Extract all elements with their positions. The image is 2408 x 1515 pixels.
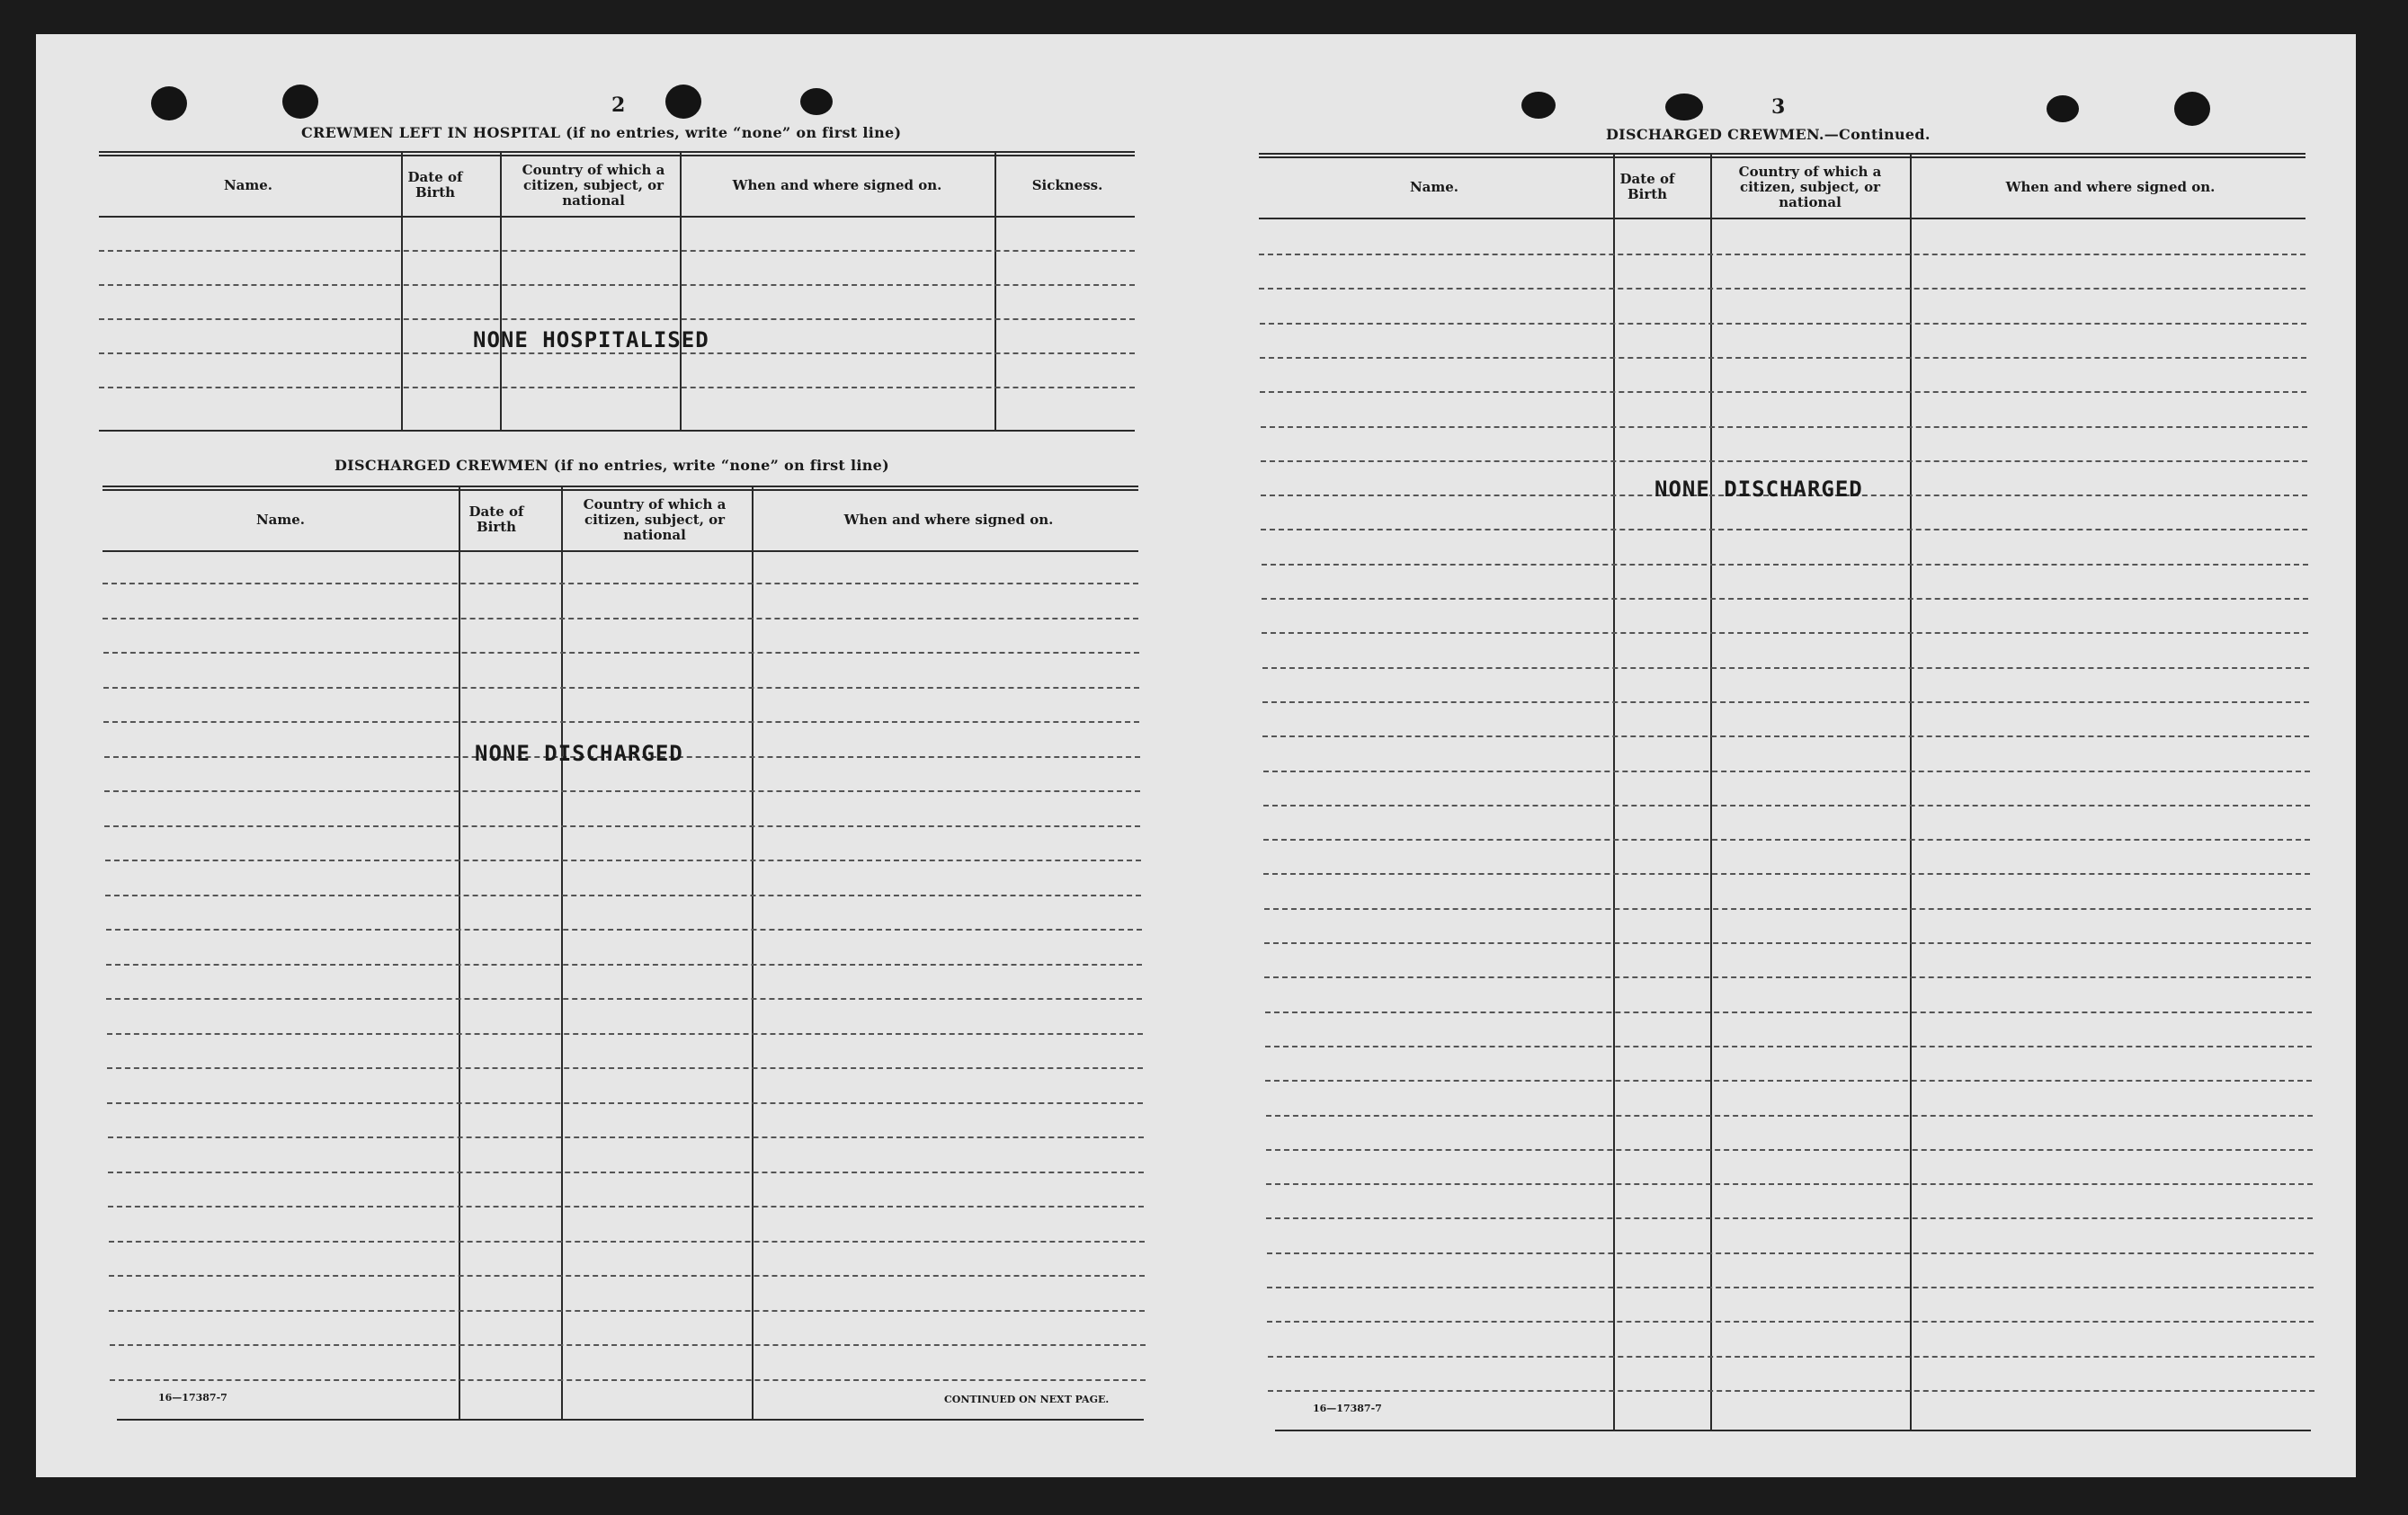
table-top-rule bbox=[103, 486, 1138, 491]
entry-line bbox=[103, 652, 1139, 654]
discharged-continued-entry-text: NONE DISCHARGED bbox=[1654, 477, 1863, 502]
discharged-continued-title: DISCHARGED CREWMEN.—Continued. bbox=[1606, 126, 1931, 143]
entry-line bbox=[1260, 357, 2306, 359]
entry-line bbox=[1266, 1115, 2313, 1117]
column-header-date-of-birth: Date of Birth bbox=[468, 504, 524, 535]
entry-line bbox=[107, 1067, 1143, 1069]
entry-line bbox=[1259, 288, 2305, 290]
entry-line bbox=[103, 583, 1138, 584]
column-header-signed-on: When and where signed on. bbox=[2005, 178, 2216, 195]
entry-line bbox=[1267, 1287, 2314, 1288]
entry-line bbox=[109, 1241, 1145, 1243]
column-divider bbox=[459, 487, 460, 1419]
header-bottom-rule bbox=[1259, 218, 2305, 219]
form-number: 16—17387-7 bbox=[1313, 1403, 1382, 1414]
column-divider bbox=[1613, 155, 1615, 1430]
entry-line bbox=[1263, 805, 2310, 807]
entry-line bbox=[104, 790, 1140, 792]
continued-note: CONTINUED ON NEXT PAGE. bbox=[944, 1394, 1110, 1405]
entry-line bbox=[1264, 942, 2311, 944]
column-divider bbox=[1910, 155, 1912, 1430]
entry-line bbox=[99, 352, 1135, 354]
entry-line bbox=[1261, 460, 2307, 462]
column-divider bbox=[500, 153, 502, 432]
entry-line bbox=[105, 895, 1141, 896]
document-sheet bbox=[36, 34, 2356, 1477]
page-number-right: 3 bbox=[1771, 95, 1786, 119]
table-bottom-rule bbox=[1275, 1430, 2311, 1431]
column-header-country: Country of which a citizen, subject, or national bbox=[522, 161, 665, 209]
entry-line bbox=[109, 1275, 1145, 1277]
entry-line bbox=[108, 1206, 1144, 1208]
entry-line bbox=[99, 284, 1135, 286]
entry-line bbox=[103, 618, 1138, 619]
punch-hole bbox=[282, 85, 318, 119]
hospital-entry-text: NONE HOSPITALISED bbox=[473, 327, 709, 352]
column-header-signed-on: When and where signed on. bbox=[732, 176, 942, 193]
entry-line bbox=[1260, 391, 2306, 393]
punch-hole bbox=[2047, 95, 2079, 122]
column-header-name: Name. bbox=[1409, 178, 1459, 195]
punch-hole bbox=[665, 85, 701, 119]
entry-line bbox=[1266, 1149, 2313, 1151]
entry-line bbox=[1263, 873, 2310, 875]
entry-line bbox=[99, 250, 1135, 252]
column-header-date-of-birth: Date of Birth bbox=[1619, 171, 1675, 202]
header-bottom-rule bbox=[99, 216, 1135, 218]
column-header-name: Name. bbox=[255, 511, 306, 528]
page-number-left: 2 bbox=[611, 94, 626, 117]
entry-line bbox=[1264, 908, 2311, 910]
entry-line bbox=[106, 998, 1142, 1000]
table-bottom-rule bbox=[117, 1419, 1144, 1421]
discharged-section-title: DISCHARGED CREWMEN (if no entries, write “none” on first line) bbox=[334, 457, 889, 474]
entry-line bbox=[107, 1033, 1143, 1035]
entry-line bbox=[1263, 771, 2310, 772]
entry-line bbox=[1265, 1080, 2312, 1082]
hospital-section-title: CREWMEN LEFT IN HOSPITAL (if no entries, write “none” on first line) bbox=[301, 124, 902, 141]
entry-line bbox=[103, 687, 1139, 689]
column-header-signed-on: When and where signed on. bbox=[843, 511, 1054, 528]
entry-line bbox=[1267, 1252, 2314, 1254]
table-top-rule bbox=[99, 151, 1135, 156]
punch-hole bbox=[1521, 92, 1556, 119]
column-header-country: Country of which a citizen, subject, or national bbox=[1738, 163, 1882, 210]
column-divider bbox=[1710, 155, 1712, 1430]
entry-line bbox=[1262, 701, 2309, 703]
column-divider bbox=[752, 487, 754, 1419]
entry-line bbox=[1267, 1321, 2314, 1323]
entry-line bbox=[107, 1102, 1143, 1104]
entry-line bbox=[1261, 529, 2307, 530]
column-header-country: Country of which a citizen, subject, or national bbox=[583, 495, 727, 543]
entry-line bbox=[103, 721, 1139, 723]
entry-line bbox=[1262, 598, 2308, 600]
entry-line bbox=[1261, 426, 2307, 428]
entry-line bbox=[1262, 632, 2308, 634]
entry-line bbox=[108, 1136, 1144, 1138]
entry-line bbox=[1268, 1390, 2314, 1392]
entry-line bbox=[108, 1172, 1144, 1173]
punch-hole bbox=[800, 88, 833, 115]
punch-hole bbox=[2174, 92, 2210, 126]
punch-hole bbox=[1665, 94, 1703, 120]
entry-line bbox=[1259, 254, 2305, 255]
column-divider bbox=[561, 487, 563, 1419]
entry-line bbox=[110, 1344, 1146, 1346]
column-header-sickness: Sickness. bbox=[1031, 176, 1103, 193]
entry-line bbox=[99, 387, 1135, 388]
entry-line bbox=[1265, 1046, 2312, 1047]
entry-line bbox=[1266, 1183, 2313, 1185]
entry-line bbox=[99, 318, 1135, 320]
punch-hole bbox=[151, 86, 187, 120]
entry-line bbox=[1265, 1011, 2312, 1013]
table-top-rule bbox=[1259, 153, 2305, 158]
entry-line bbox=[106, 964, 1142, 966]
entry-line bbox=[106, 929, 1142, 931]
header-bottom-rule bbox=[103, 550, 1138, 552]
entry-line bbox=[1262, 564, 2308, 566]
entry-line bbox=[1268, 1356, 2314, 1358]
entry-line bbox=[109, 1310, 1145, 1312]
entry-line bbox=[1263, 839, 2310, 841]
entry-line bbox=[1266, 1217, 2313, 1219]
column-divider bbox=[994, 153, 996, 432]
table-bottom-rule bbox=[99, 430, 1135, 432]
entry-line bbox=[105, 860, 1141, 861]
column-header-name: Name. bbox=[223, 176, 273, 193]
column-divider bbox=[401, 153, 403, 432]
entry-line bbox=[110, 1379, 1146, 1381]
entry-line bbox=[1262, 735, 2309, 737]
entry-line bbox=[104, 825, 1140, 827]
entry-line bbox=[1262, 667, 2309, 669]
form-number: 16—17387-7 bbox=[158, 1392, 227, 1404]
discharged-entry-text: NONE DISCHARGED bbox=[475, 741, 683, 766]
column-header-date-of-birth: Date of Birth bbox=[407, 169, 463, 201]
column-divider bbox=[680, 153, 682, 432]
entry-line bbox=[1260, 323, 2306, 325]
entry-line bbox=[1264, 976, 2311, 978]
